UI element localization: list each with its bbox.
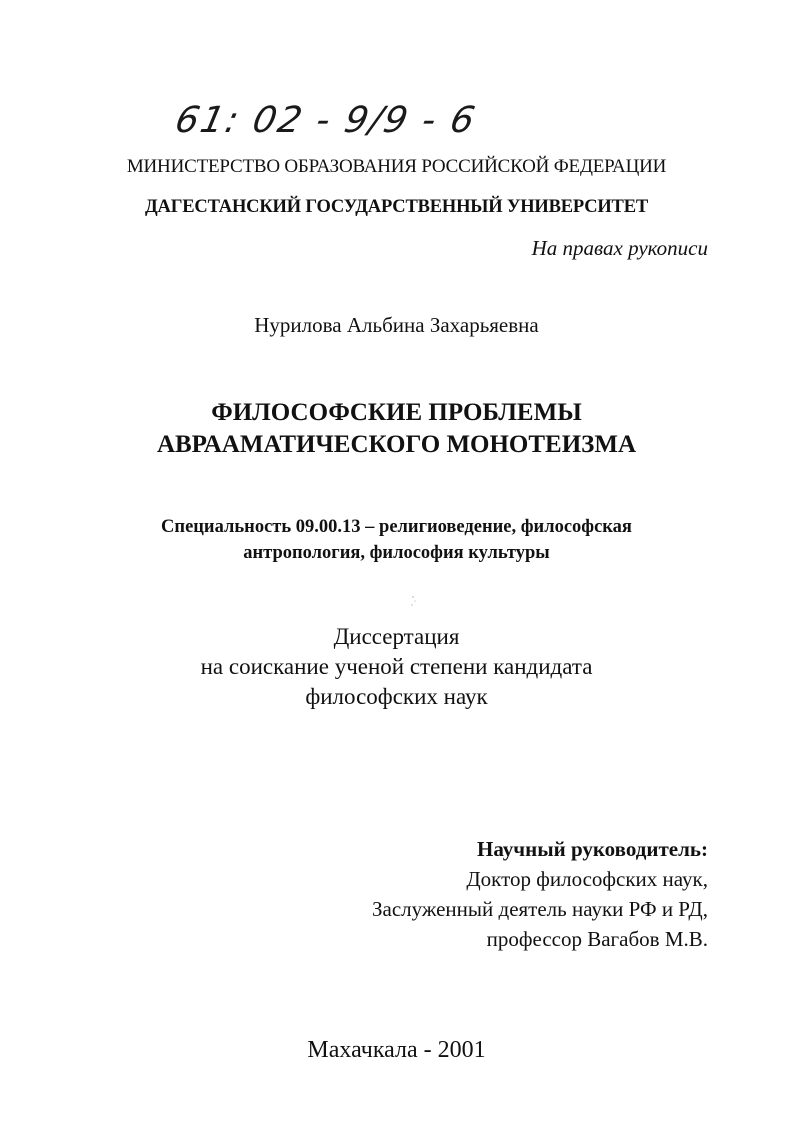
dissertation-line-2: на соискание ученой степени кандидата (200, 654, 593, 679)
specialty (0, 514, 793, 566)
scan-smudge-icon (410, 594, 418, 608)
university-name: ДАГЕСТАНСКИЙ ГОСУДАРСТВЕННЫЙ УНИВЕРСИТЕТ (145, 197, 648, 217)
ministry-name: МИНИСТЕРСТВО ОБРАЗОВАНИЯ РОССИЙСКОЙ ФЕДЕРАЦИИ (126, 156, 667, 177)
title-line-2: АВРААМАТИЧЕСКОГО МОНОТЕИЗМА (156, 431, 637, 458)
scientific-supervisor (372, 834, 708, 954)
city-year: Махачкала - 2001 (307, 1037, 486, 1063)
handwritten-archive-code: 61: 02 - 9/9 - 6 (171, 100, 481, 141)
supervisor-heading: Научный руководитель: (477, 837, 708, 861)
supervisor-line-1: Доктор философских наук, (466, 867, 708, 891)
manuscript-rights-note: На правах рукописи (531, 236, 708, 260)
specialty-line-1: Специальность 09.00.13 – религиоведение, философская (161, 517, 632, 537)
title-line-1: ФИЛОСОФСКИЕ ПРОБЛЕМЫ (211, 399, 582, 426)
author-name: Нурилова Альбина Захарьяевна (254, 313, 539, 337)
specialty-line-2: антропология, философия культуры (243, 543, 550, 563)
supervisor-line-3: профессор Вагабов М.В. (486, 927, 708, 951)
dissertation-line-1: Диссертация (333, 624, 460, 649)
dissertation-degree (0, 622, 793, 712)
dissertation-title (0, 397, 793, 461)
dissertation-line-3: философских наук (305, 684, 488, 709)
supervisor-line-2: Заслуженный деятель науки РФ и РД, (372, 897, 708, 921)
